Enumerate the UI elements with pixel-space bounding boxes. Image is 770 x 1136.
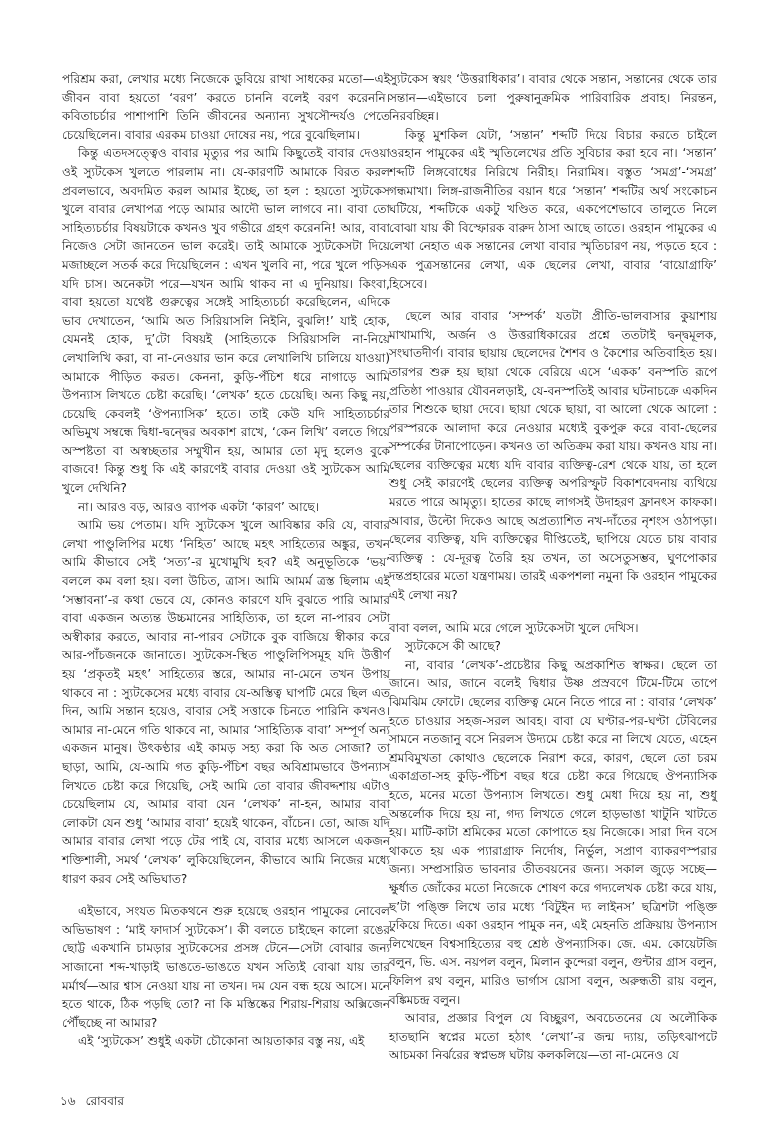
page-number: ১৬ [60, 1094, 76, 1108]
paragraph: এইভাবে, সংযত মিতকথনে শুরু হয়েছে ওরহান পামুকের নোবেল অভিভাষণ : ‘মাই ফাদার্স স্যুটকেস’। কী বলতে চাইছেন কালো রঙের ছোট্ট একখানি চামড়ার স্যুটকেসের প্রসঙ্গ টেনে—সেটা বোঝার জন্য সাজানো শব্দ-খাড়াই ভাঙতে-ভাঙতে যখন সত্যিই বোঝা যায় তার মর্মার্থ—আর শ্বাস নেওয়া যায় না তখন। দম যেন বন্ধ হয়ে আসে। মনে হতে থাকে, ঠিক পড়ছি তো? না কি মস্তিষ্কের শিরায়-শিরায় অক্সিজেন পৌঁছচ্ছে না আমার? [62, 904, 390, 1030]
paragraph: ছেলে আর বাবার ‘সম্পর্ক’ যতটা প্রীতি-ভালবাসার কুয়াশায় মাখামাখি, অর্জন ও উত্তরাধিকারের প্রশ্নে ততটাই দ্বন্দ্বমূলক, সংঘাতদীর্ণ। বাবার ছায়ায় ছেলেদের শৈশব ও কৈশোর অতিবাহিত হয়। তারপর শুরু হয় ছায়া থেকে বেরিয়ে এসে ‘একক’ বনস্পতি রূপে প্রতিষ্ঠা পাওয়ার যৌবনলড়াই, যে-বনস্পতিই আবার ঘটনাচক্রে একদিন তার শিশুকে ছায়া দেবে। ছায়া থেকে ছায়া, বা আলো থেকে আলো : পরস্পরকে আলাদা করে নেওয়ার মধ্যেই বুকপুরু করে বাবা-ছেলের সম্পর্কের টানাপোড়েন। কখনও তা অতিক্রম করা যায়। কখনও যায় না। ছেলের ব্যক্তিত্বের মধ্যে যদি বাবার ব্যক্তিত্ব-রেশ থেকে যায়, তা হলে শুধু সেই কারণেই ছেলের ব্যক্তিত্ব অপরিস্ফুট বিকাশবেদনায় ব্যথিয়ে মরতে পারে আমৃত্যু। হাতের কাছে লাগসই উদাহরণ ফ্রানৎস কাফকা। আবার, উল্টো দিকেও আছে অপ্রত্যাশিত নখ-দাঁতের নৃশংস ওঠাপড়া। ছেলের ব্যক্তিত্ব, যদি ব্যক্তিত্বের দীপ্তিতেই, ছাপিয়ে যেতে চায় বাবার ব্যক্তিত্ব : যে-দূরত্ব তৈরি হয় তখন, তা অসেতুসম্ভব, ঘুণপোকার দন্তপ্রহারের মতো যন্ত্রণাময়। তারই একপশলা নমুনা কি ওরহান পামুকের এই লেখা নয়? [389, 309, 717, 603]
paragraph: আবার, প্রজ্ঞার বিপুল যে বিচ্ছুরণ, অবচেতনের যে অলৌকিক হাতছানি স্বপ্নের মতো হঠাৎ ‘লেখা’-র জন্ম দ্যায়, তড়িৎঝাপটে আচমকা নির্ঝরের স্বপ্নভঙ্গ ঘটায় কলকলিয়ে—তা না-মেনেও যে [389, 1011, 717, 1063]
paragraph: স্যুটকেসে কী আছে? [405, 639, 501, 654]
paragraph: এই ‘স্যুটকেস’ শুধুই একটা চৌকোনা আয়তাকার বস্তু নয়, এই [78, 1034, 365, 1049]
paragraph: না, বাবার ‘লেখক’-প্রচেষ্টার কিছু অপ্রকাশিত স্বাক্ষর। ছেলে তা জানে। আর, জানে বলেই দ্বিধার উষ্ণ প্রস্রবণে টিমে-টিমে তাপে ঝিমঝিম ফোটে। ছেলের ব্যক্তিত্ব মেনে নিতে পারে না : বাবার ‘লেখক’ হতে চাওয়ার সহজ-সরল আবহ। বাবা যে ঘণ্টার-পর-ঘণ্টা টেবিলের সামনে নতজানু বসে নিরলস উদ্যমে চেষ্টা করে না লিখে যেতে, এহেন শ্রমবিমুখতা কোথাও ছেলেকে নিরাশ করে, কারণ, ছেলে তো চরম একাগ্রতা-সহ কুড়ি-পঁচিশ বছর ধরে চেষ্টা করে গিয়েছে ঔপন্যাসিক হতে, মনের মতো উপন্যাস লিখতে। শুধু মেধা দিয়ে হয় না, শুধু অন্তর্লোক দিয়ে হয় না, গদ্য লিখতে গেলে হাড়ভাঙা খাটুনি খাটতে হয়। মাটি-কাটা শ্রমিকের মতো কোপাতে হয় নিজেকে। সারা দিন বসে থাকতে হয় এক প্যারাগ্রাফ নির্দোষ, নির্ভুল, সপ্রাণ ব্যাকরণস্পরার জন্য। সম্প্রসারিত ভাবনার তীতবয়নের জন্য। সকাল জুড়ে সচ্ছে—ক্ষুর্ধাত জোঁকের মতো নিজেকে শোষণ করে গদ্যলেখক চেষ্টা করে যায়, ছ’টা পঙ্ক্তি লিখে তার মধ্যে ‘বিটুইন দ্য লাইনস’ ছত্রিশটা পঙ্ক্তি ঢুকিয়ে দিতে। একা ওরহান পামুক নন, এই মেহনতি প্রক্রিয়ায় উপন্যাস লিখেছেন বিশ্বসাহিত্যের বহু শ্রেষ্ঠ ঔপন্যাসিক। জে. এম. কোয়েটজি বলুন, ভি. এস. নয়পল বলুন, মিলান কুন্দেরা বলুন, গুন্টার গ্রাস বলুন, ফিলিপ রথ বলুন, মারিও ভার্গাস য়োসা বলুন, অরুন্ধতী রায় বলুন, বঙ্কিমচন্দ্র বলুন। [389, 657, 717, 1007]
right-column [389, 70, 717, 1065]
paragraph: কিন্তু মুশকিল যেটা, ‘সন্তান’ শব্দটি দিয়ে বিচার করতে চাইলে ওরহান পামুকের এই স্মৃতিলেখের প্রতি সুবিচার করা হবে না। ‘সন্তান’ শব্দটি লিঙ্গবোধের নিরিখে নিরীহ। নিরামিষ। বস্তুত ‘সমগ্র’-‘সমগ্র’ গন্ধমাখা। লিঙ্গ-রাজনীতির বয়ান ধরে ‘সন্তান’ শব্দটির অর্থ সংকোচন ঘটিয়ে, শব্দটিকে একটু খণ্ডিত করে, একপেশেভাবে তালুতে নিলে বোঝা যায় কী বিস্ফোরক বারুদ ঠাসা আছে তাতে। ওরহান পামুকের এ লেখা নেহাত এক সন্তানের লেখা বাবার স্মৃতিচারণ নয়, পড়তে হবে : এক পুত্রসন্তানের লেখা, এক ছেলের লেখা, বাবার ‘বায়োগ্রাফি’ হিসেবে। [389, 127, 717, 291]
paragraph: বাবা বলল, আমি মরে গেলে স্যুটকেসটা খুলে দেখিস। [389, 620, 639, 635]
section-name: রোববার [85, 1094, 124, 1108]
paragraph: আমি ভয় পেতাম। যদি স্যুটকেস খুলে আবিষ্কার করি যে, বাবার লেখা পাণ্ডুলিপির মধ্যে ‘নিহিত’ আছে মহৎ সাহিত্যের অঙ্কুর, তখন আমি কীভাবে সেই ‘সত্য’-র মুখোমুখি হব? এই অনুভূতিকে ‘ভয়’ বললে কম বলা হয়। বলা উচিত, ত্রাস। আমি আমর্ম ত্রস্ত ছিলাম এই ‘সম্ভাবনা’-র কথা ভেবে যে, কোনও কারণে যদি বুঝতে পারি আমার বাবা একজন অত্যন্ত উচ্চমানের সাহিত্যিক, তা হলে না-পারব সেটা অস্বীকার করতে, আবার না-পারব সেটাকে বুক বাজিয়ে স্বীকার করে আর-পাঁচজনকে জানাতে। স্যুটকেস-স্থিত পাণ্ডুলিপিসমূহ যদি উত্তীর্ণ হয় ‘প্রকৃতই মহৎ’ সাহিত্যের স্তরে, আমার না-মেনে তখন উপায় থাকবে না : স্যুটকেসের মধ্যে বাবার যে-অস্তিত্ব ঘাপটি মেরে ছিল এত দিন, আমি সন্তান হয়েও, বাবার সেই সত্তাকে চিনতে পারিনি কখনও। আমার না-মেনে গতি থাকবে না, আমার ‘সাহিত্যিক বাবা’ সম্পূর্ণ অন্য একজন মানুষ। উৎকণ্ঠার এই কামড় সহ্য করা কি অত সোজা? তা ছাড়া, আমি, যে-আমি গত কুড়ি-পঁচিশ বছর অবিশ্রামভাবে উপন্যাস লিখতে চেষ্টা করে গিয়েছি, সেই আমি তো বাবার জীবদ্দশায় এটাও চেয়েছিলাম যে, আমার বাবা যেন ‘লেখক’ না-হন, আমার বাবা লোকটা যেন শুধু ‘আমার বাবা’ হয়েই থাকেন, বাঁচেন। তো, আজ যদি আমার বাবার লেখা পড়ে টের পাই যে, বাবার মধ্যে আসলে একজন শক্তিশালী, সমর্থ ‘লেখক’ লুকিয়েছিলেন, কীভাবে আমি নিজের মধ্যে ধারণ করব সেই অভিঘাত? [62, 518, 390, 886]
paragraph: না। আরও বড়, আরও ব্যাপক একটা ‘কারণ’ আছে। [78, 499, 320, 514]
section-break [389, 605, 717, 619]
page-footer [60, 1093, 124, 1113]
section-break [62, 888, 390, 902]
paragraph: স্যুটকেস স্বয়ং ‘উত্তরাধিকার’। বাবার থেকে সন্তান, সন্তানের থেকে তার সন্তান—এইভাবে চলা পুরুষানুক্রমিক পারিবারিক প্রবাহ। নিরন্তন, নিরবচ্ছিন্ন। [389, 72, 717, 124]
left-column [62, 70, 390, 1051]
paragraph: কিন্তু এতদসত্ত্বেও বাবার মৃত্যুর পর আমি কিছুতেই বাবার দেওয়া ওই স্যুটকেস খুলতে পারলাম না। যে-কারণটি আমাকে বিরত করল প্রবলভাবে, অবদমিত করল আমার ইচ্ছে, তা হল : হয়তো স্যুটকেস খুলে বাবার লেখাপত্র পড়ে আমার আদৌ ভাল লাগবে না। বাবা তো সাহিত্যচর্চার বিষয়টাকে কখনও খুব গভীরে গ্রহণ করেননি! আর, বাবা নিজেও সেটা জানতেন ভাল করেই। তাই আমাকে স্যুটকেসটা দিয়ে মজাচ্ছলে সতর্ক করে দিয়েছিলেন : এখন খুলবি না, পরে খুলে পড়িস যদি চাস। অনেকটা পরে—যখন আমি থাকব না এ দুনিয়ায়। কিংবা, বাবা হয়তো যথেষ্ট গুরুত্বের সঙ্গেই সাহিত্যচর্চা করেছিলেন, এদিকে ভাব দেখাতেন, ‘আমি অত সিরিয়াসলি নিইনি, বুঝলি!’ যাই হোক, যেমনই হোক, দু’টো বিষয়ই (সাহিত্যকে সিরিয়াসলি না-নিয়ে লেখালিখি করা, বা না-নেওয়ার ভান করে লেখালিখি চালিয়ে যাওয়া) আমাকে পীড়িত করত। কেননা, কুড়ি-পঁচিশ ধরে নাগাড়ে আমি উপন্যাস লিখতে চেষ্টা করেছি। ‘লেখক’ হতে চেয়েছি। অন্য কিছু নয়, চেয়েছি কেবলই ‘ঔপন্যাসিক’ হতে। তাই কেউ যদি সাহিত্যচর্চার অভিমুখ সম্বন্ধে দ্বিধা-দ্বন্দ্বের অবকাশ রাখে, ‘কেন লিখি’ বলতে গিয়ে অস্পষ্টতা বা অস্বচ্ছতার সম্মুখীন হয়, আমার তো মৃদু হলেও বুকে বাজবে! কিন্তু শুধু কি এই কারণেই বাবার দেওয়া ওই স্যুটকেস আমি খুলে দেখিনি? [62, 146, 390, 496]
section-break [389, 293, 717, 307]
paragraph: পরিশ্রম করা, লেখার মধ্যে নিজেকে ডুবিয়ে রাখা সাধকের মতো—এই জীবন বাবা হয়তো ‘বরণ’ করতে চাননি বলেই বরণ করেননি। কবিতাচর্চার পাশাপাশি তিনি জীবনের অন্যান্য সুখসৌন্দর্যও পেতে চেয়েছিলেন। বাবার এরকম চাওয়া দোষের নয়, পরে বুঝেছিলাম। [62, 72, 390, 142]
